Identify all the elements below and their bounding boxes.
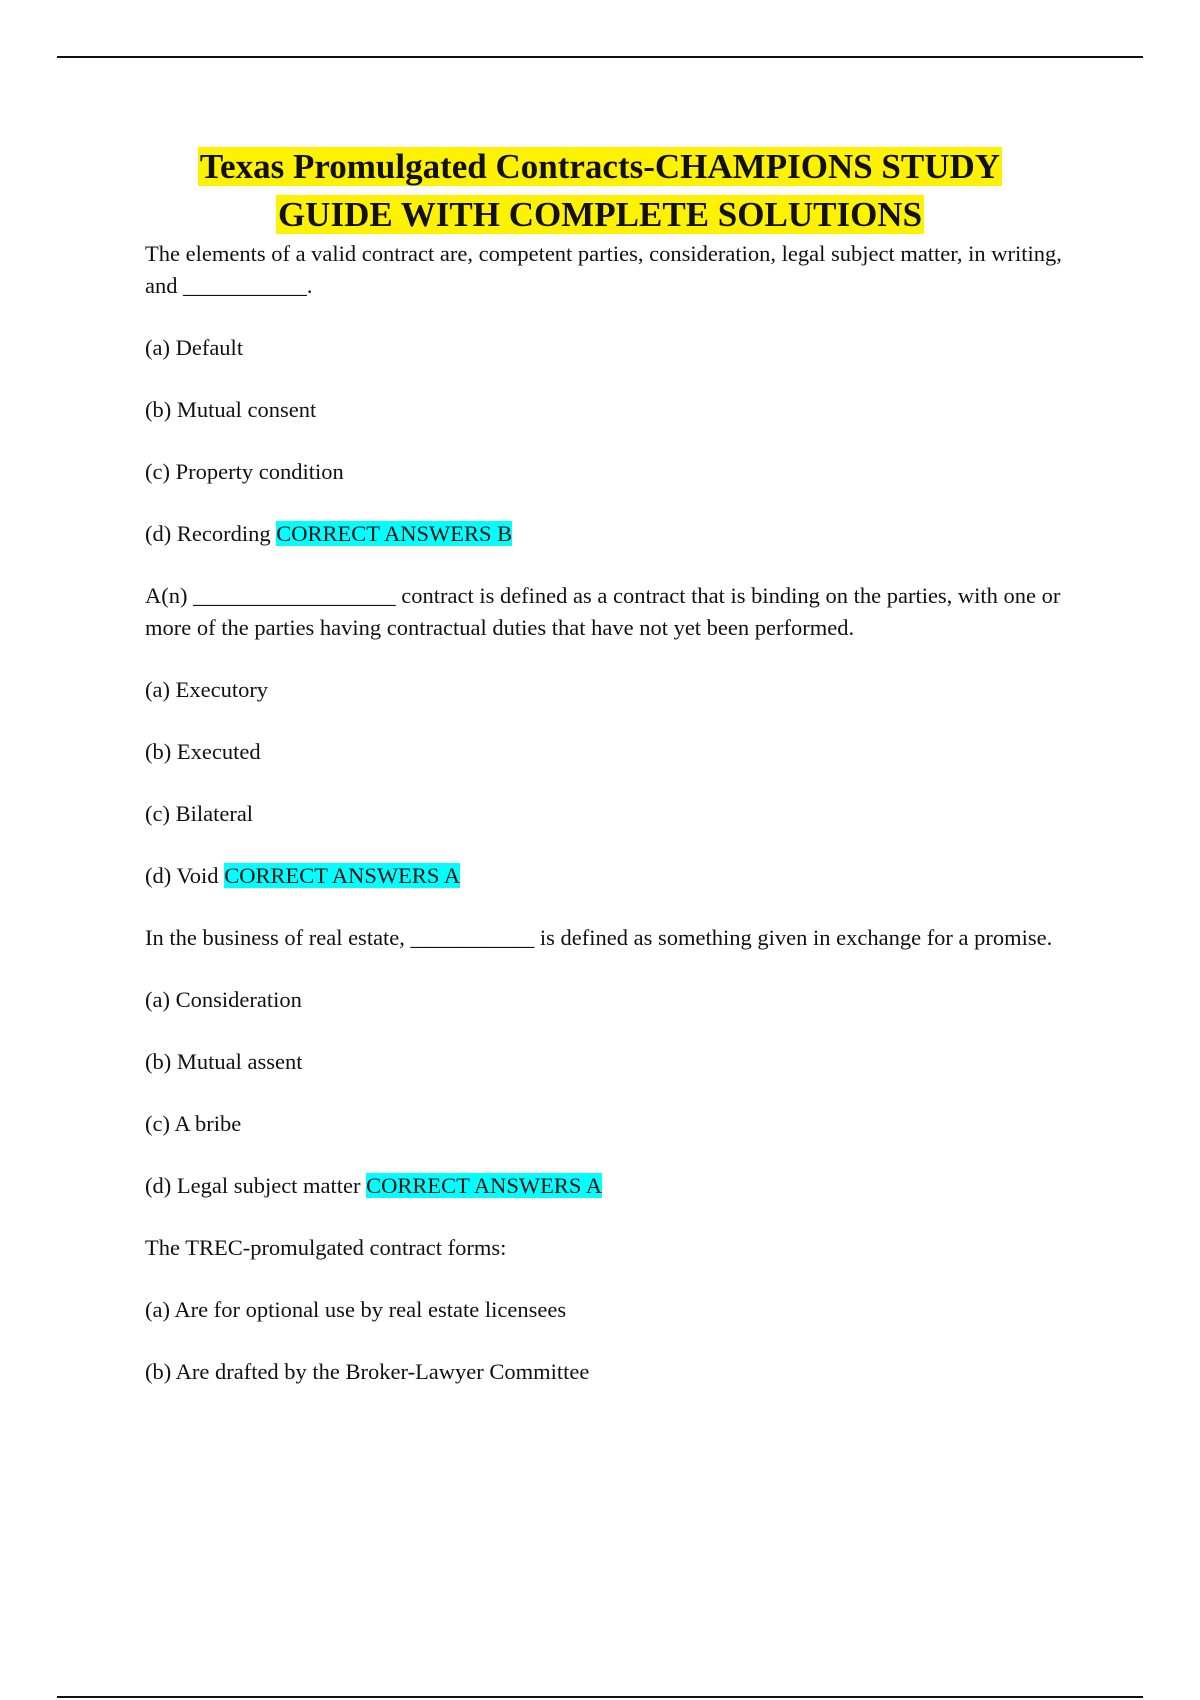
option: (d) Void [145,863,219,888]
question-block [145,580,1065,892]
option: (c) Property condition [145,459,344,484]
option: (c) Bilateral [145,801,254,826]
option: (a) Default [145,335,244,360]
title-line-2: GUIDE WITH COMPLETE SOLUTIONS [277,195,923,234]
option: (b) Mutual consent [145,397,317,422]
option-with-answer [145,518,1065,550]
question-block [145,1232,1065,1388]
question-text: A(n) __________________ contract is defined as a contract that is binding on the parties, with one or more of the parties having contractual duties that have not yet been performed. [145,583,1061,640]
option: (b) Mutual assent [145,1049,303,1074]
option: (d) Recording [145,521,271,546]
question-text: The elements of a valid contract are, competent parties, consideration, legal subject matter, in writing, and ___________. [145,241,1062,298]
document-title [57,143,1143,239]
correct-answer-highlight: CORRECT ANSWERS B [276,521,513,546]
question-block [145,238,1065,550]
option: (a) Executory [145,677,269,702]
option: (c) A bribe [145,1111,242,1136]
correct-answer-highlight: CORRECT ANSWERS A [224,863,461,888]
title-line-1: Texas Promulgated Contracts-CHAMPIONS STUDY [199,147,1001,186]
option: (d) Legal subject matter [145,1173,361,1198]
correct-answer-highlight: CORRECT ANSWERS A [366,1173,603,1198]
question-text: The TREC-promulgated contract forms: [145,1235,507,1260]
bottom-rule [57,1696,1143,1698]
top-rule [57,56,1143,58]
question-text: In the business of real estate, ___________ is defined as something given in exchange for a promise. [145,925,1053,950]
option-with-answer [145,1170,1065,1202]
document-body [145,238,1065,1418]
option-with-answer [145,860,1065,892]
option: (a) Are for optional use by real estate licensees [145,1297,567,1322]
option: (b) Executed [145,739,261,764]
question-block [145,922,1065,1202]
option: (b) Are drafted by the Broker-Lawyer Committee [145,1359,590,1384]
option: (a) Consideration [145,987,302,1012]
